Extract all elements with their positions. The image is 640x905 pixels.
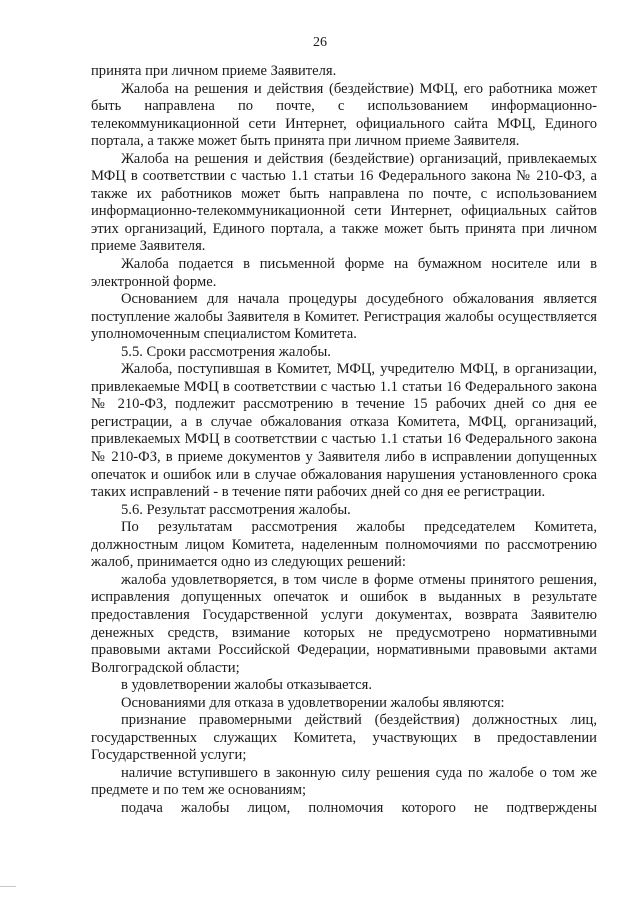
section-heading-5-6: 5.6. Результат рассмотрения жалобы. [121, 501, 351, 518]
scan-edge-mark [0, 886, 16, 887]
paragraph-decision-satisfied: жалоба удовлетворяется, в том числе в форме отмены принятого решения, исправления допущенных опечаток и ошибок в выданных в результате предоставления Государственной услуги документах, возврата Заявителю денежных средств, взимание которых не предусмотрено нормативными правовыми актами Российской Федерации, нормативными правовыми актами Волгоградской области; [91, 571, 597, 676]
paragraph-ground-lawful: признание правомерными действий (бездействия) должностных лиц, государственных служащих Комитета, участвующих в предоставлении Государственной услуги; [91, 712, 597, 764]
paragraph-organizations-complaint: Жалоба на решения и действия (бездействие) организаций, привлекаемых МФЦ в соответствии с частью 1.1 статьи 16 Федерального закона № 210-ФЗ, а также их работников может быть направлена по почте, с использованием информационно-телекоммуникационной сети Интернет, официальных сайтов этих организаций, Единого портала, а также может быть принята при личном приеме Заявителя. [91, 150, 597, 255]
paragraph-review-terms: Жалоба, поступившая в Комитет, МФЦ, учредителю МФЦ, в организации, привлекаемые МФЦ в соответствии с частью 1.1 статьи 16 Федерального закона № 210-ФЗ, подлежит рассмотрению в течение 15 рабочих дней со дня ее регистрации, а в случае обжалования отказа Комитета, МФЦ, организаций, привлекаемых МФЦ в соответствии с частью 1.1 статьи 16 Федерального закона № 210-ФЗ, в приеме документов у Заявителя либо в исправлении допущенных опечаток и ошибок или в случае обжалования нарушения установленного срока таких исправлений - в течение пяти рабочих дней со дня ее регистрации. [91, 361, 597, 501]
paragraph-decision-refused: в удовлетворении жалобы отказывается. [121, 677, 373, 694]
paragraph-refusal-grounds: Основаниями для отказа в удовлетворении жалобы являются: [121, 694, 505, 711]
paragraph-continuation: принята при личном приеме Заявителя. [91, 63, 337, 79]
paragraph-mfc-complaint: Жалоба на решения и действия (бездействие) МФЦ, его работника может быть направлена по почте, с использованием информационно-телекоммуникационной сети Интернет, официального сайта МФЦ, Единого портала, а также может быть принята при личном приеме Заявителя. [91, 80, 597, 150]
section-heading-5-5: 5.5. Сроки рассмотрения жалобы. [121, 343, 331, 360]
document-body [91, 63, 597, 818]
paragraph-ground-unauthorized: подача жалобы лицом, полномочия которого не подтверждены [121, 799, 597, 816]
paragraph-written-form: Жалоба подается в письменной форме на бумажном носителе или в электронной форме. [91, 256, 597, 290]
page-number: 26 [313, 35, 327, 50]
paragraph-procedure-basis: Основанием для начала процедуры досудебного обжалования является поступление жалобы Заявителя в Комитет. Регистрация жалобы осуществляется уполномоченным специалистом Комитета. [91, 291, 597, 343]
paragraph-ground-court-decision: наличие вступившего в законную силу решения суда по жалобе о том же предмете и по тем же основаниям; [91, 764, 597, 799]
paragraph-decision-intro: По результатам рассмотрения жалобы председателем Комитета, должностным лицом Комитета, наделенным полномочиями по рассмотрению жалоб, принимается одно из следующих решений: [91, 519, 597, 571]
